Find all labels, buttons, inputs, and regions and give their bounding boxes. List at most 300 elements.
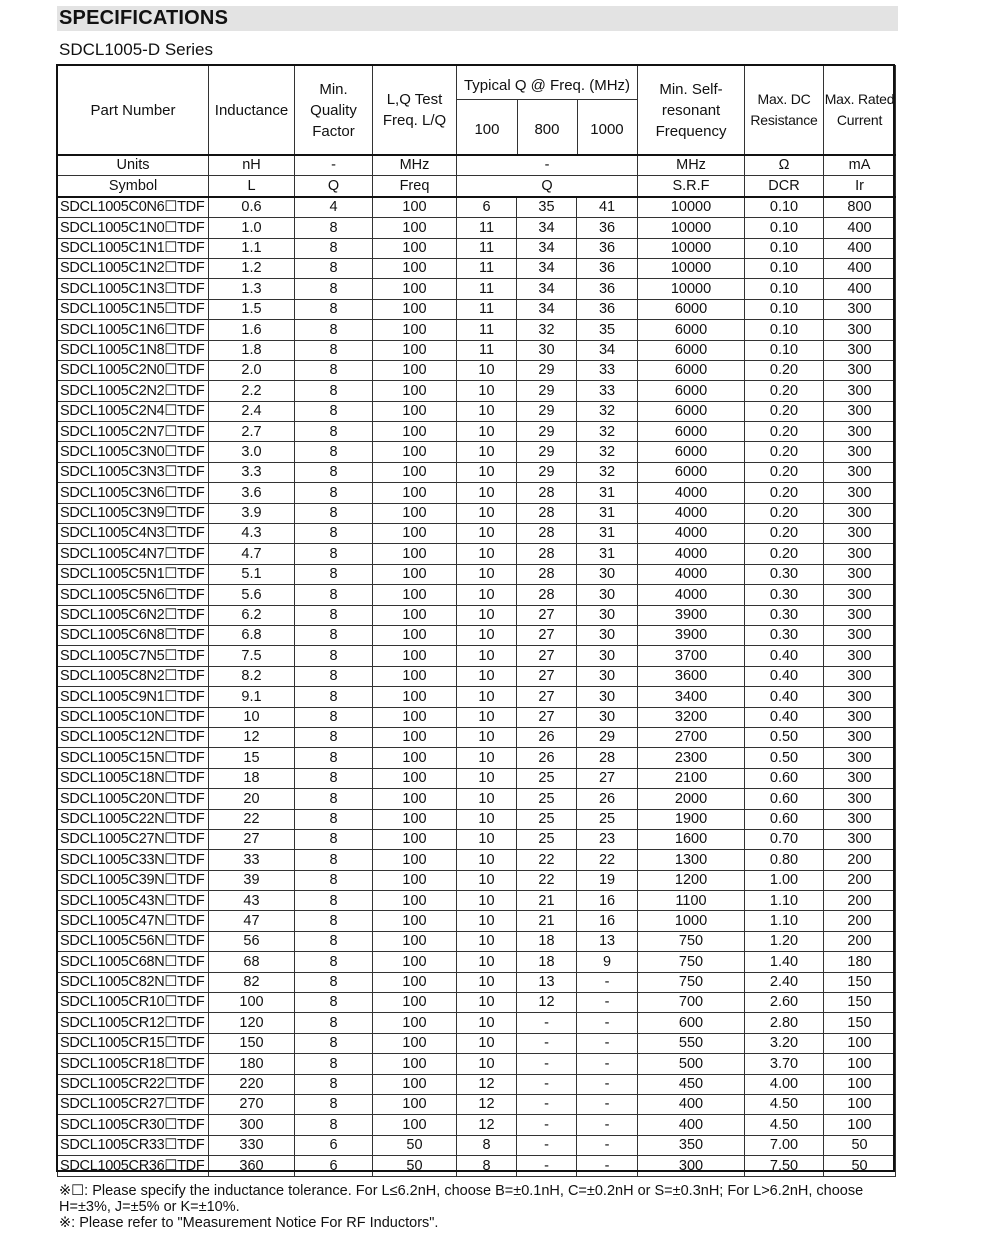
- cell-part-number: SDCL1005C39N☐TDF: [58, 870, 209, 890]
- cell-min-q: 8: [295, 1013, 373, 1033]
- cell-srf: 10000: [638, 258, 745, 278]
- cell-part-number: SDCL1005C68N☐TDF: [58, 952, 209, 972]
- cell-part-number: SDCL1005C1N2☐TDF: [58, 258, 209, 278]
- header-freq-1000: 1000: [590, 121, 624, 138]
- cell-test-freq: 100: [373, 422, 457, 442]
- cell-q-1000: 26: [577, 789, 638, 809]
- cell-part-number: SDCL1005C12N☐TDF: [58, 727, 209, 747]
- header-min-q: Min. Quality Factor: [295, 66, 373, 156]
- cell-q-1000: 30: [577, 666, 638, 686]
- cell-current: 100: [824, 1115, 896, 1135]
- cell-part-number: SDCL1005C8N2☐TDF: [58, 666, 209, 686]
- cell-srf: 10000: [638, 279, 745, 299]
- cell-dcr: 0.40: [745, 666, 824, 686]
- table-row: [58, 1013, 896, 1033]
- table-row: [58, 585, 896, 605]
- cell-dcr: 0.20: [745, 524, 824, 544]
- header-freq-800: 800: [534, 121, 560, 138]
- cell-test-freq: 100: [373, 1115, 457, 1135]
- table-row: [58, 462, 896, 482]
- cell-q-1000: 35: [577, 320, 638, 340]
- cell-q-800: 28: [517, 585, 577, 605]
- cell-min-q: 8: [295, 1115, 373, 1135]
- table-row: [58, 952, 896, 972]
- cell-min-q: 8: [295, 952, 373, 972]
- cell-dcr: 0.20: [745, 401, 824, 421]
- cell-inductance: 6.8: [209, 625, 295, 645]
- table-row: [58, 299, 896, 319]
- cell-q-800: 28: [517, 524, 577, 544]
- cell-min-q: 8: [295, 789, 373, 809]
- cell-current: 300: [824, 748, 896, 768]
- cell-q-800: 32: [517, 320, 577, 340]
- cell-part-number: SDCL1005C2N0☐TDF: [58, 360, 209, 380]
- cell-q-1000: -: [577, 1013, 638, 1033]
- cell-q-100: 10: [457, 1033, 517, 1053]
- cell-q-800: 27: [517, 687, 577, 707]
- cell-q-800: 29: [517, 381, 577, 401]
- cell-min-q: 8: [295, 748, 373, 768]
- symbol-inductance: L: [209, 176, 295, 197]
- cell-part-number: SDCL1005C43N☐TDF: [58, 891, 209, 911]
- cell-q-1000: 34: [577, 340, 638, 360]
- cell-inductance: 15: [209, 748, 295, 768]
- table-row: [58, 258, 896, 278]
- cell-part-number: SDCL1005C4N3☐TDF: [58, 524, 209, 544]
- cell-part-number: SDCL1005CR18☐TDF: [58, 1054, 209, 1074]
- note-tolerance: ※☐: Please specify the inductance tolerance. For L≤6.2nH, choose B=±0.1nH, C=±0.2nH or S=±0.3nH; For L>6.2nH, choose H=±3%, J=±5% or K=±10%.: [59, 1183, 864, 1215]
- cell-current: 400: [824, 258, 896, 278]
- cell-test-freq: 100: [373, 850, 457, 870]
- cell-current: 180: [824, 952, 896, 972]
- cell-current: 150: [824, 972, 896, 992]
- cell-srf: 10000: [638, 218, 745, 238]
- cell-q-1000: 30: [577, 564, 638, 584]
- table-row: [58, 320, 896, 340]
- cell-srf: 6000: [638, 299, 745, 319]
- cell-q-1000: 29: [577, 727, 638, 747]
- cell-dcr: 0.80: [745, 850, 824, 870]
- cell-dcr: 1.00: [745, 870, 824, 890]
- cell-q-100: 10: [457, 646, 517, 666]
- cell-q-800: 29: [517, 422, 577, 442]
- cell-q-100: 10: [457, 748, 517, 768]
- cell-inductance: 3.0: [209, 442, 295, 462]
- cell-part-number: SDCL1005CR10☐TDF: [58, 993, 209, 1013]
- cell-current: 200: [824, 870, 896, 890]
- cell-test-freq: 100: [373, 768, 457, 788]
- cell-q-800: -: [517, 1135, 577, 1155]
- cell-q-100: 10: [457, 768, 517, 788]
- cell-srf: 700: [638, 993, 745, 1013]
- cell-q-100: 11: [457, 258, 517, 278]
- cell-q-800: 22: [517, 870, 577, 890]
- cell-current: 300: [824, 666, 896, 686]
- cell-current: 200: [824, 931, 896, 951]
- cell-test-freq: 100: [373, 993, 457, 1013]
- cell-q-100: 10: [457, 829, 517, 849]
- cell-current: 100: [824, 1054, 896, 1074]
- cell-part-number: SDCL1005C4N7☐TDF: [58, 544, 209, 564]
- units-q: -: [295, 155, 373, 176]
- series-subtitle: SDCL1005-D Series: [59, 40, 214, 59]
- table-row: [58, 809, 896, 829]
- header-srf: Min. Self-resonant Frequency: [638, 66, 745, 156]
- cell-srf: 500: [638, 1054, 745, 1074]
- cell-part-number: SDCL1005C1N3☐TDF: [58, 279, 209, 299]
- cell-q-800: 30: [517, 340, 577, 360]
- cell-inductance: 33: [209, 850, 295, 870]
- cell-test-freq: 100: [373, 972, 457, 992]
- cell-inductance: 7.5: [209, 646, 295, 666]
- cell-q-800: 34: [517, 279, 577, 299]
- cell-q-800: 29: [517, 401, 577, 421]
- cell-inductance: 360: [209, 1156, 295, 1176]
- cell-dcr: 0.20: [745, 442, 824, 462]
- cell-srf: 3600: [638, 666, 745, 686]
- cell-test-freq: 100: [373, 687, 457, 707]
- cell-srf: 450: [638, 1074, 745, 1094]
- cell-srf: 4000: [638, 544, 745, 564]
- table-row: [58, 1094, 896, 1114]
- cell-q-1000: -: [577, 1156, 638, 1176]
- cell-srf: 400: [638, 1094, 745, 1114]
- cell-inductance: 10: [209, 707, 295, 727]
- cell-srf: 2000: [638, 789, 745, 809]
- cell-inductance: 1.3: [209, 279, 295, 299]
- cell-inductance: 47: [209, 911, 295, 931]
- cell-min-q: 8: [295, 727, 373, 747]
- cell-current: 150: [824, 1013, 896, 1033]
- cell-current: 400: [824, 238, 896, 258]
- cell-srf: 400: [638, 1115, 745, 1135]
- table-row: [58, 1054, 896, 1074]
- cell-srf: 6000: [638, 320, 745, 340]
- symbol-typq: Q: [457, 176, 638, 197]
- cell-current: 300: [824, 727, 896, 747]
- cell-test-freq: 100: [373, 483, 457, 503]
- cell-q-800: 29: [517, 360, 577, 380]
- cell-q-800: 22: [517, 850, 577, 870]
- cell-q-800: 25: [517, 789, 577, 809]
- cell-q-1000: 30: [577, 585, 638, 605]
- cell-q-100: 12: [457, 1074, 517, 1094]
- cell-current: 300: [824, 768, 896, 788]
- cell-current: 300: [824, 462, 896, 482]
- cell-current: 200: [824, 850, 896, 870]
- cell-dcr: 0.30: [745, 564, 824, 584]
- cell-q-1000: 32: [577, 401, 638, 421]
- table-row: [58, 666, 896, 686]
- cell-part-number: SDCL1005C9N1☐TDF: [58, 687, 209, 707]
- header-typical-q: [457, 66, 638, 156]
- cell-q-800: 25: [517, 768, 577, 788]
- cell-inductance: 150: [209, 1033, 295, 1053]
- cell-current: 100: [824, 1033, 896, 1053]
- cell-q-800: 28: [517, 564, 577, 584]
- cell-q-800: 27: [517, 666, 577, 686]
- cell-q-100: 10: [457, 1054, 517, 1074]
- cell-srf: 4000: [638, 564, 745, 584]
- cell-part-number: SDCL1005C33N☐TDF: [58, 850, 209, 870]
- cell-dcr: 0.20: [745, 360, 824, 380]
- cell-q-1000: 19: [577, 870, 638, 890]
- cell-q-100: 10: [457, 544, 517, 564]
- cell-dcr: 0.50: [745, 748, 824, 768]
- cell-q-1000: 31: [577, 544, 638, 564]
- cell-part-number: SDCL1005C3N6☐TDF: [58, 483, 209, 503]
- cell-part-number: SDCL1005C1N6☐TDF: [58, 320, 209, 340]
- cell-current: 300: [824, 360, 896, 380]
- cell-part-number: SDCL1005C10N☐TDF: [58, 707, 209, 727]
- cell-test-freq: 100: [373, 544, 457, 564]
- cell-min-q: 8: [295, 605, 373, 625]
- cell-min-q: 8: [295, 625, 373, 645]
- cell-dcr: 0.40: [745, 687, 824, 707]
- table-row: [58, 789, 896, 809]
- cell-part-number: SDCL1005C2N4☐TDF: [58, 401, 209, 421]
- cell-test-freq: 100: [373, 442, 457, 462]
- cell-inductance: 6.2: [209, 605, 295, 625]
- cell-inductance: 1.0: [209, 218, 295, 238]
- cell-srf: 6000: [638, 401, 745, 421]
- cell-part-number: SDCL1005C15N☐TDF: [58, 748, 209, 768]
- cell-q-1000: 30: [577, 707, 638, 727]
- cell-test-freq: 100: [373, 360, 457, 380]
- table-row: [58, 748, 896, 768]
- cell-srf: 10000: [638, 197, 745, 218]
- cell-current: 800: [824, 197, 896, 218]
- table-row: [58, 483, 896, 503]
- cell-inductance: 8.2: [209, 666, 295, 686]
- cell-current: 300: [824, 687, 896, 707]
- cell-test-freq: 100: [373, 911, 457, 931]
- cell-current: 400: [824, 218, 896, 238]
- cell-q-1000: -: [577, 1074, 638, 1094]
- cell-dcr: 0.10: [745, 279, 824, 299]
- cell-q-1000: 28: [577, 748, 638, 768]
- table-row: [58, 564, 896, 584]
- cell-min-q: 8: [295, 687, 373, 707]
- cell-srf: 300: [638, 1156, 745, 1176]
- cell-min-q: 8: [295, 829, 373, 849]
- cell-q-1000: 36: [577, 218, 638, 238]
- table-row: [58, 381, 896, 401]
- cell-min-q: 8: [295, 462, 373, 482]
- cell-min-q: 8: [295, 320, 373, 340]
- cell-q-1000: -: [577, 1054, 638, 1074]
- cell-dcr: 2.60: [745, 993, 824, 1013]
- header-lq-test: L,Q Test Freq. L/Q: [373, 66, 457, 156]
- table-row: [58, 1115, 896, 1135]
- cell-inductance: 18: [209, 768, 295, 788]
- cell-dcr: 0.50: [745, 727, 824, 747]
- cell-current: 300: [824, 483, 896, 503]
- cell-inductance: 3.3: [209, 462, 295, 482]
- cell-srf: 1100: [638, 891, 745, 911]
- cell-q-1000: 31: [577, 483, 638, 503]
- cell-q-1000: 33: [577, 360, 638, 380]
- header-dcr: Max. DC Resistance: [745, 66, 824, 156]
- cell-current: 300: [824, 564, 896, 584]
- cell-inductance: 2.2: [209, 381, 295, 401]
- cell-min-q: 8: [295, 422, 373, 442]
- cell-q-1000: 41: [577, 197, 638, 218]
- cell-q-100: 10: [457, 442, 517, 462]
- cell-q-800: -: [517, 1033, 577, 1053]
- cell-min-q: 8: [295, 299, 373, 319]
- cell-q-1000: 13: [577, 931, 638, 951]
- cell-q-1000: -: [577, 1115, 638, 1135]
- cell-test-freq: 100: [373, 524, 457, 544]
- cell-min-q: 8: [295, 564, 373, 584]
- cell-q-1000: 16: [577, 891, 638, 911]
- cell-inductance: 2.0: [209, 360, 295, 380]
- cell-part-number: SDCL1005C18N☐TDF: [58, 768, 209, 788]
- cell-q-1000: 9: [577, 952, 638, 972]
- cell-q-100: 10: [457, 360, 517, 380]
- table-row: [58, 524, 896, 544]
- cell-q-800: -: [517, 1094, 577, 1114]
- cell-q-1000: 25: [577, 809, 638, 829]
- cell-test-freq: 100: [373, 1054, 457, 1074]
- units-freq: MHz: [373, 155, 457, 176]
- units-typq: -: [457, 155, 638, 176]
- notes: [59, 1183, 899, 1231]
- table-row: [58, 422, 896, 442]
- cell-current: 300: [824, 442, 896, 462]
- cell-srf: 4000: [638, 524, 745, 544]
- cell-srf: 600: [638, 1013, 745, 1033]
- table-row: [58, 911, 896, 931]
- cell-q-100: 10: [457, 564, 517, 584]
- cell-dcr: 1.10: [745, 911, 824, 931]
- cell-part-number: SDCL1005CR15☐TDF: [58, 1033, 209, 1053]
- cell-test-freq: 100: [373, 238, 457, 258]
- cell-dcr: 1.40: [745, 952, 824, 972]
- cell-min-q: 8: [295, 931, 373, 951]
- cell-test-freq: 100: [373, 218, 457, 238]
- cell-test-freq: 100: [373, 381, 457, 401]
- cell-q-1000: 16: [577, 911, 638, 931]
- cell-q-100: 10: [457, 789, 517, 809]
- cell-dcr: 0.10: [745, 238, 824, 258]
- cell-min-q: 6: [295, 1135, 373, 1155]
- units-srf: MHz: [638, 155, 745, 176]
- symbol-row: [58, 176, 896, 197]
- cell-inductance: 3.6: [209, 483, 295, 503]
- cell-srf: 750: [638, 952, 745, 972]
- header-current: Max. Rated Current: [824, 66, 896, 156]
- cell-current: 50: [824, 1135, 896, 1155]
- cell-inductance: 1.8: [209, 340, 295, 360]
- cell-srf: 6000: [638, 422, 745, 442]
- units-inductance: nH: [209, 155, 295, 176]
- table-row: [58, 972, 896, 992]
- cell-q-800: 34: [517, 299, 577, 319]
- cell-part-number: SDCL1005C3N3☐TDF: [58, 462, 209, 482]
- note-measurement: ※: Please refer to "Measurement Notice For RF Inductors".: [59, 1215, 439, 1231]
- cell-inductance: 220: [209, 1074, 295, 1094]
- cell-test-freq: 100: [373, 1033, 457, 1053]
- cell-q-100: 10: [457, 891, 517, 911]
- cell-q-1000: -: [577, 1033, 638, 1053]
- cell-srf: 350: [638, 1135, 745, 1155]
- cell-q-1000: 36: [577, 279, 638, 299]
- cell-min-q: 8: [295, 809, 373, 829]
- cell-q-100: 8: [457, 1156, 517, 1176]
- cell-q-100: 11: [457, 320, 517, 340]
- cell-inductance: 39: [209, 870, 295, 890]
- cell-min-q: 8: [295, 646, 373, 666]
- cell-test-freq: 100: [373, 931, 457, 951]
- cell-q-800: 13: [517, 972, 577, 992]
- cell-min-q: 8: [295, 911, 373, 931]
- symbol-label: Symbol: [58, 176, 209, 197]
- cell-part-number: SDCL1005C7N5☐TDF: [58, 646, 209, 666]
- cell-dcr: 0.30: [745, 625, 824, 645]
- cell-min-q: 8: [295, 891, 373, 911]
- cell-dcr: 7.50: [745, 1156, 824, 1176]
- cell-min-q: 8: [295, 850, 373, 870]
- cell-q-1000: 36: [577, 299, 638, 319]
- cell-dcr: 0.40: [745, 646, 824, 666]
- cell-min-q: 8: [295, 870, 373, 890]
- cell-q-100: 10: [457, 401, 517, 421]
- cell-q-800: 25: [517, 829, 577, 849]
- cell-current: 200: [824, 911, 896, 931]
- cell-part-number: SDCL1005C3N0☐TDF: [58, 442, 209, 462]
- cell-test-freq: 100: [373, 1013, 457, 1033]
- table-row: [58, 1074, 896, 1094]
- cell-min-q: 8: [295, 340, 373, 360]
- cell-srf: 1900: [638, 809, 745, 829]
- cell-dcr: 0.10: [745, 320, 824, 340]
- cell-current: 300: [824, 605, 896, 625]
- cell-dcr: 0.70: [745, 829, 824, 849]
- cell-min-q: 8: [295, 544, 373, 564]
- cell-min-q: 8: [295, 585, 373, 605]
- cell-inductance: 4.7: [209, 544, 295, 564]
- symbol-q: Q: [295, 176, 373, 197]
- cell-srf: 3900: [638, 625, 745, 645]
- cell-inductance: 3.9: [209, 503, 295, 523]
- table-row: [58, 279, 896, 299]
- cell-q-800: 29: [517, 462, 577, 482]
- cell-min-q: 8: [295, 1033, 373, 1053]
- cell-dcr: 0.30: [745, 585, 824, 605]
- cell-inductance: 20: [209, 789, 295, 809]
- cell-q-100: 11: [457, 299, 517, 319]
- cell-part-number: SDCL1005CR27☐TDF: [58, 1094, 209, 1114]
- cell-current: 300: [824, 401, 896, 421]
- cell-q-100: 10: [457, 850, 517, 870]
- cell-min-q: 8: [295, 1074, 373, 1094]
- cell-dcr: 0.10: [745, 258, 824, 278]
- cell-inductance: 9.1: [209, 687, 295, 707]
- cell-srf: 2700: [638, 727, 745, 747]
- cell-q-1000: 30: [577, 646, 638, 666]
- cell-part-number: SDCL1005C82N☐TDF: [58, 972, 209, 992]
- cell-srf: 750: [638, 931, 745, 951]
- cell-q-100: 10: [457, 462, 517, 482]
- cell-q-1000: 32: [577, 462, 638, 482]
- cell-test-freq: 100: [373, 258, 457, 278]
- specifications-table: [57, 65, 896, 1177]
- cell-dcr: 3.20: [745, 1033, 824, 1053]
- cell-dcr: 0.10: [745, 299, 824, 319]
- cell-q-100: 10: [457, 870, 517, 890]
